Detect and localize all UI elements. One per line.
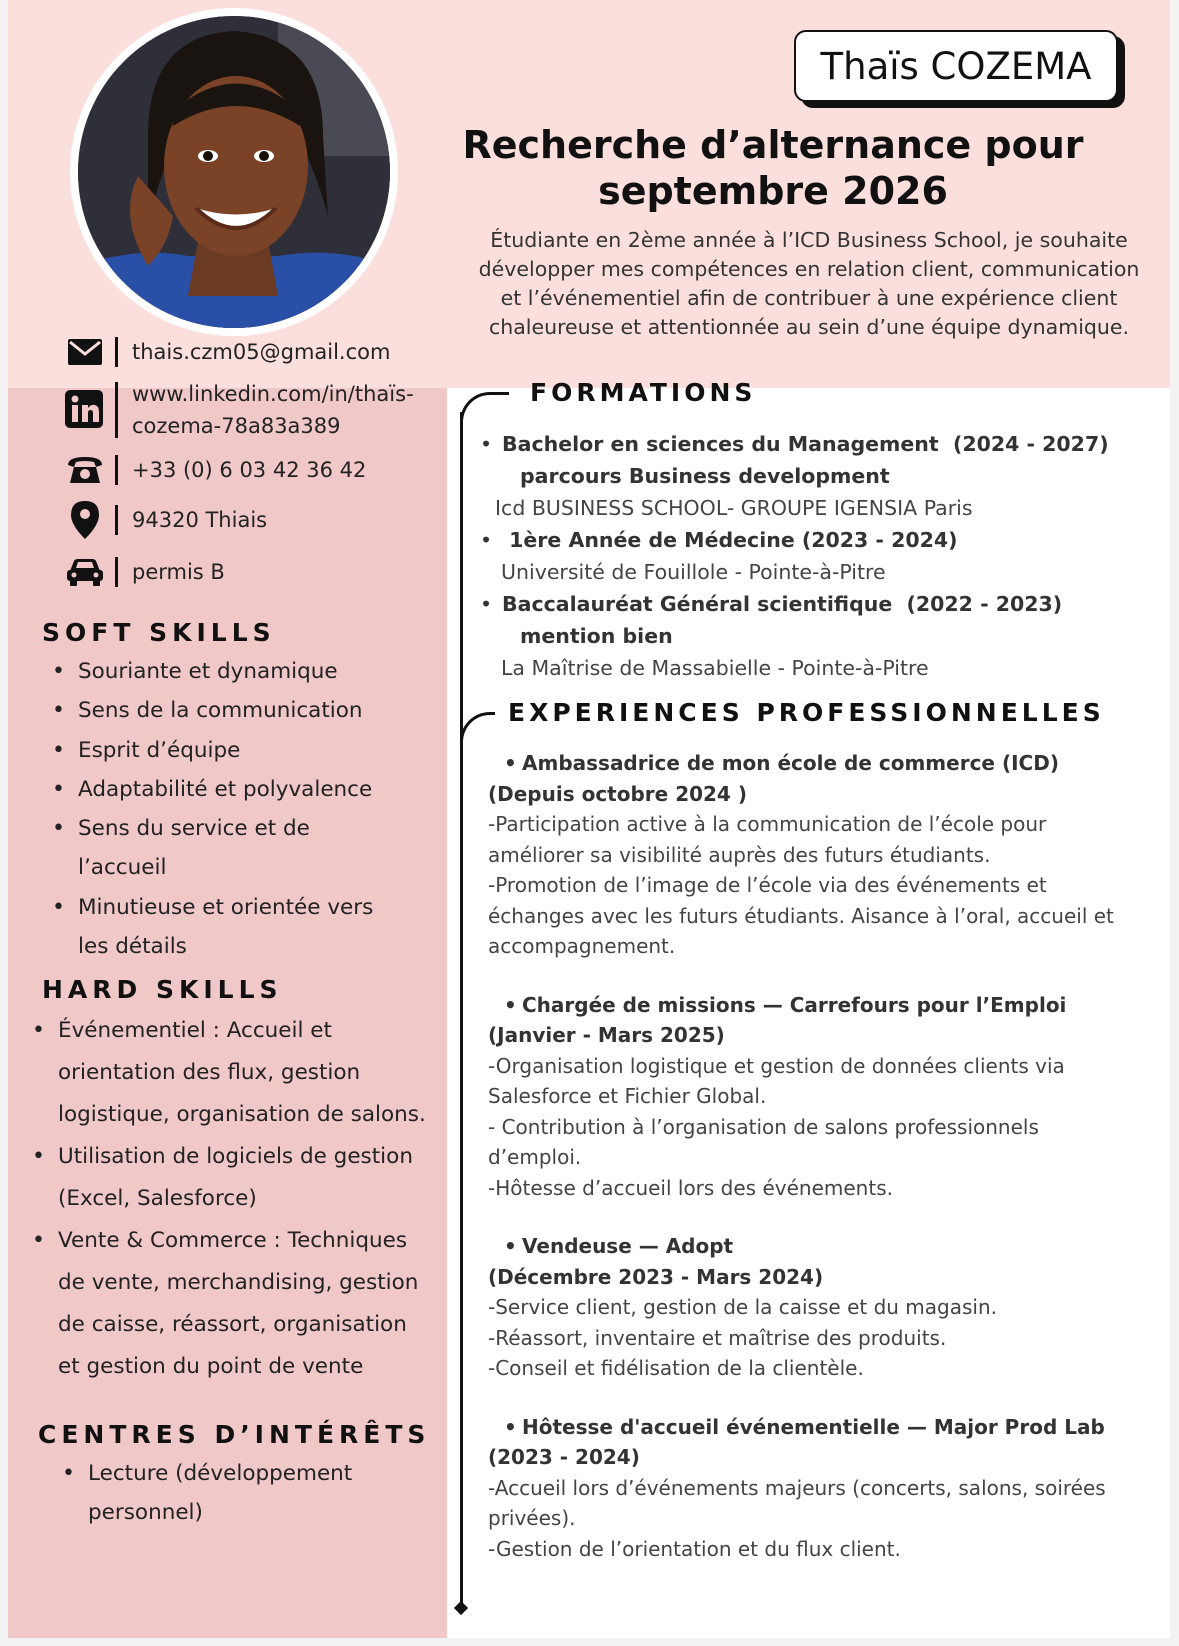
- profile-photo: [70, 8, 398, 336]
- list-item-line: personnel): [88, 1500, 203, 1525]
- list-item-line: • Souriante et dynamique: [78, 659, 338, 684]
- list-item-line: • Sens du service et de: [78, 816, 310, 842]
- experience-description-line: accompagnement.: [488, 934, 676, 958]
- list-item: [46, 691, 436, 730]
- hard-skills-list: [26, 1010, 438, 1388]
- experience-description-line: -Promotion de l’image de l’école via des événements et: [488, 873, 1047, 897]
- soft-skills-list: [46, 652, 436, 966]
- list-item-line: de vente, merchandising, gestion: [58, 1270, 419, 1295]
- experience-item: [488, 1412, 1148, 1565]
- linkedin-line-1[interactable]: www.linkedin.com/in/thaïs-: [132, 382, 414, 406]
- formation-school: Université de Fouillole - Pointe-à-Pitre: [501, 560, 886, 584]
- experience-description-line: -Service client, gestion de la caisse et du magasin.: [488, 1295, 997, 1319]
- list-item: [46, 809, 436, 888]
- list-item-line: orientation des flux, gestion: [58, 1060, 361, 1085]
- experience-description-line: privées).: [488, 1506, 576, 1530]
- summary: Étudiante en 2ème année à l’ICD Business School, je souhaite développer mes compétences en relation client, communication et l’événementiel afin de contribuer à une expérience client chaleureuse et attentionnée au sein d’une équipe dynamique.: [478, 228, 1140, 339]
- headline-line-2: septembre 2026: [598, 169, 948, 213]
- soft-skills-title: SOFT SKILLS: [42, 618, 276, 647]
- list-item: [56, 1454, 436, 1532]
- experience-role: • Ambassadrice de mon école de commerce (ICD): [504, 748, 1148, 779]
- formation-degree: [478, 524, 1128, 556]
- timeline-line: [460, 412, 463, 1612]
- experience-description-line: -Organisation logistique et gestion de données clients via: [488, 1053, 1065, 1078]
- contact-license: [63, 550, 225, 594]
- experience-role: • Vendeuse — Adopt: [504, 1231, 1148, 1262]
- map-pin-icon: [63, 498, 107, 542]
- formation-detail: mention bien: [520, 624, 673, 648]
- contact-phone: [63, 448, 366, 492]
- bullet: •: [480, 528, 493, 552]
- email-text[interactable]: thais.czm05@gmail.com: [132, 340, 391, 364]
- contact-email: [63, 330, 390, 374]
- formation-degree: [478, 588, 1128, 620]
- experience-description-line: -Participation active à la communication de l’école pour: [488, 812, 1047, 836]
- contact-linkedin: [63, 378, 414, 442]
- experience-role: • Chargée de missions — Carrefours pour l’Emploi: [504, 990, 1148, 1021]
- formation-degree-text: 1ère Année de Médecine (2023 - 2024): [502, 528, 958, 552]
- list-item-line: • Utilisation de logiciels de gestion: [58, 1144, 413, 1169]
- experience-date: (Depuis octobre 2024 ): [488, 781, 747, 806]
- bullet: •: [480, 592, 493, 616]
- list-item-line: • Sens de la communication: [78, 698, 363, 724]
- phone-text[interactable]: +33 (0) 6 03 42 36 42: [132, 458, 367, 482]
- list-item-line: • Esprit d’équipe: [78, 737, 241, 763]
- experience-description-line: d’emploi.: [488, 1145, 582, 1169]
- interests-list: [56, 1454, 436, 1532]
- experience-item: [488, 748, 1148, 962]
- list-item-line: • Événementiel : Accueil et: [58, 1018, 332, 1043]
- formation-item: [478, 428, 1128, 524]
- list-item-line: • Adaptabilité et polyvalence: [78, 776, 373, 802]
- formation-degree-text: Baccalauréat Général scientifique (2022 - 2023): [502, 592, 1063, 616]
- headline: [448, 122, 1098, 214]
- list-item-line: de caisse, réassort, organisation: [58, 1312, 407, 1337]
- list-item-line: les détails: [78, 934, 187, 960]
- experience-date: (Janvier - Mars 2025): [488, 1023, 725, 1047]
- headline-line-1: Recherche d’alternance pour: [462, 123, 1084, 167]
- experience-description-line: Salesforce et Fichier Global.: [488, 1084, 767, 1108]
- experience-description-line: -Conseil et fidélisation de la clientèle.: [488, 1356, 864, 1380]
- formation-school: Icd BUSINESS SCHOOL- GROUPE IGENSIA Paris: [495, 496, 973, 520]
- license-text: permis B: [132, 560, 225, 584]
- linkedin-line-2[interactable]: cozema-78a83a389: [132, 414, 341, 438]
- experience-date: (Décembre 2023 - Mars 2024): [488, 1264, 824, 1289]
- resume-page: [8, 0, 1170, 1638]
- candidate-name: Thaïs COZEMA: [820, 44, 1092, 88]
- list-item-line: • Vente & Commerce : Techniques: [58, 1228, 408, 1253]
- formation-school: La Maîtrise de Massabielle - Pointe-à-Pitre: [501, 656, 929, 680]
- formations-list: [478, 428, 1128, 684]
- contact-location: [63, 498, 267, 542]
- list-item: [46, 770, 436, 809]
- list-item: [46, 731, 436, 770]
- interests-title: CENTRES D’INTÉRÊTS: [38, 1420, 431, 1449]
- formation-item: [478, 524, 1128, 588]
- car-icon: [63, 550, 107, 594]
- experience-date: (2023 - 2024): [488, 1445, 640, 1469]
- list-item-line: • Lecture (développement: [88, 1461, 353, 1486]
- list-item: [46, 652, 436, 691]
- list-item: [26, 1220, 438, 1388]
- list-item-line: et gestion du point de vente: [58, 1354, 364, 1379]
- experience-description-line: échanges avec les futurs étudiants. Aisance à l’oral, accueil et: [488, 903, 1114, 928]
- timeline-end-marker: [454, 1601, 468, 1615]
- list-item-line: • Minutieuse et orientée vers: [78, 894, 374, 920]
- experience-item: [488, 990, 1148, 1204]
- hard-skills-title: HARD SKILLS: [42, 975, 283, 1004]
- timeline-curve-experiences: [460, 712, 495, 745]
- experience-description-line: - Contribution à l’organisation de salons professionnels: [488, 1114, 1039, 1139]
- formation-detail: parcours Business development: [520, 464, 890, 488]
- linkedin-icon: [63, 388, 107, 432]
- list-item-line: l’accueil: [78, 855, 167, 881]
- phone-icon: [63, 448, 107, 492]
- list-item-line: (Excel, Salesforce): [58, 1186, 257, 1211]
- experience-description-line: -Accueil lors d’événements majeurs (concerts, salons, soirées: [488, 1475, 1106, 1500]
- list-item: [46, 888, 436, 967]
- experience-description-line: améliorer sa visibilité auprès des futurs étudiants.: [488, 842, 991, 867]
- experience-description-line: -Hôtesse d’accueil lors des événements.: [488, 1175, 893, 1200]
- location-text: 94320 Thiais: [132, 508, 268, 532]
- experiences-list: [488, 748, 1148, 1564]
- formation-degree-text: Bachelor en sciences du Management (2024 - 2027): [502, 432, 1109, 456]
- list-item-line: logistique, organisation de salons.: [58, 1102, 426, 1127]
- experience-description-line: -Gestion de l’orientation et du flux client.: [488, 1536, 901, 1561]
- experience-description-line: -Réassort, inventaire et maîtrise des produits.: [488, 1325, 947, 1350]
- experiences-title: EXPERIENCES PROFESSIONNELLES: [508, 698, 1105, 727]
- bullet: •: [480, 432, 493, 456]
- experience-role: • Hôtesse d'accueil événementielle — Major Prod Lab: [504, 1412, 1148, 1443]
- formations-title: FORMATIONS: [530, 378, 757, 407]
- formation-item: [478, 588, 1128, 684]
- formation-degree: [478, 428, 1128, 460]
- list-item: [26, 1010, 438, 1136]
- mail-icon: [63, 330, 107, 374]
- list-item: [26, 1136, 438, 1220]
- experience-item: [488, 1231, 1148, 1384]
- name-box: [794, 30, 1118, 102]
- portrait-illustration: [78, 16, 390, 328]
